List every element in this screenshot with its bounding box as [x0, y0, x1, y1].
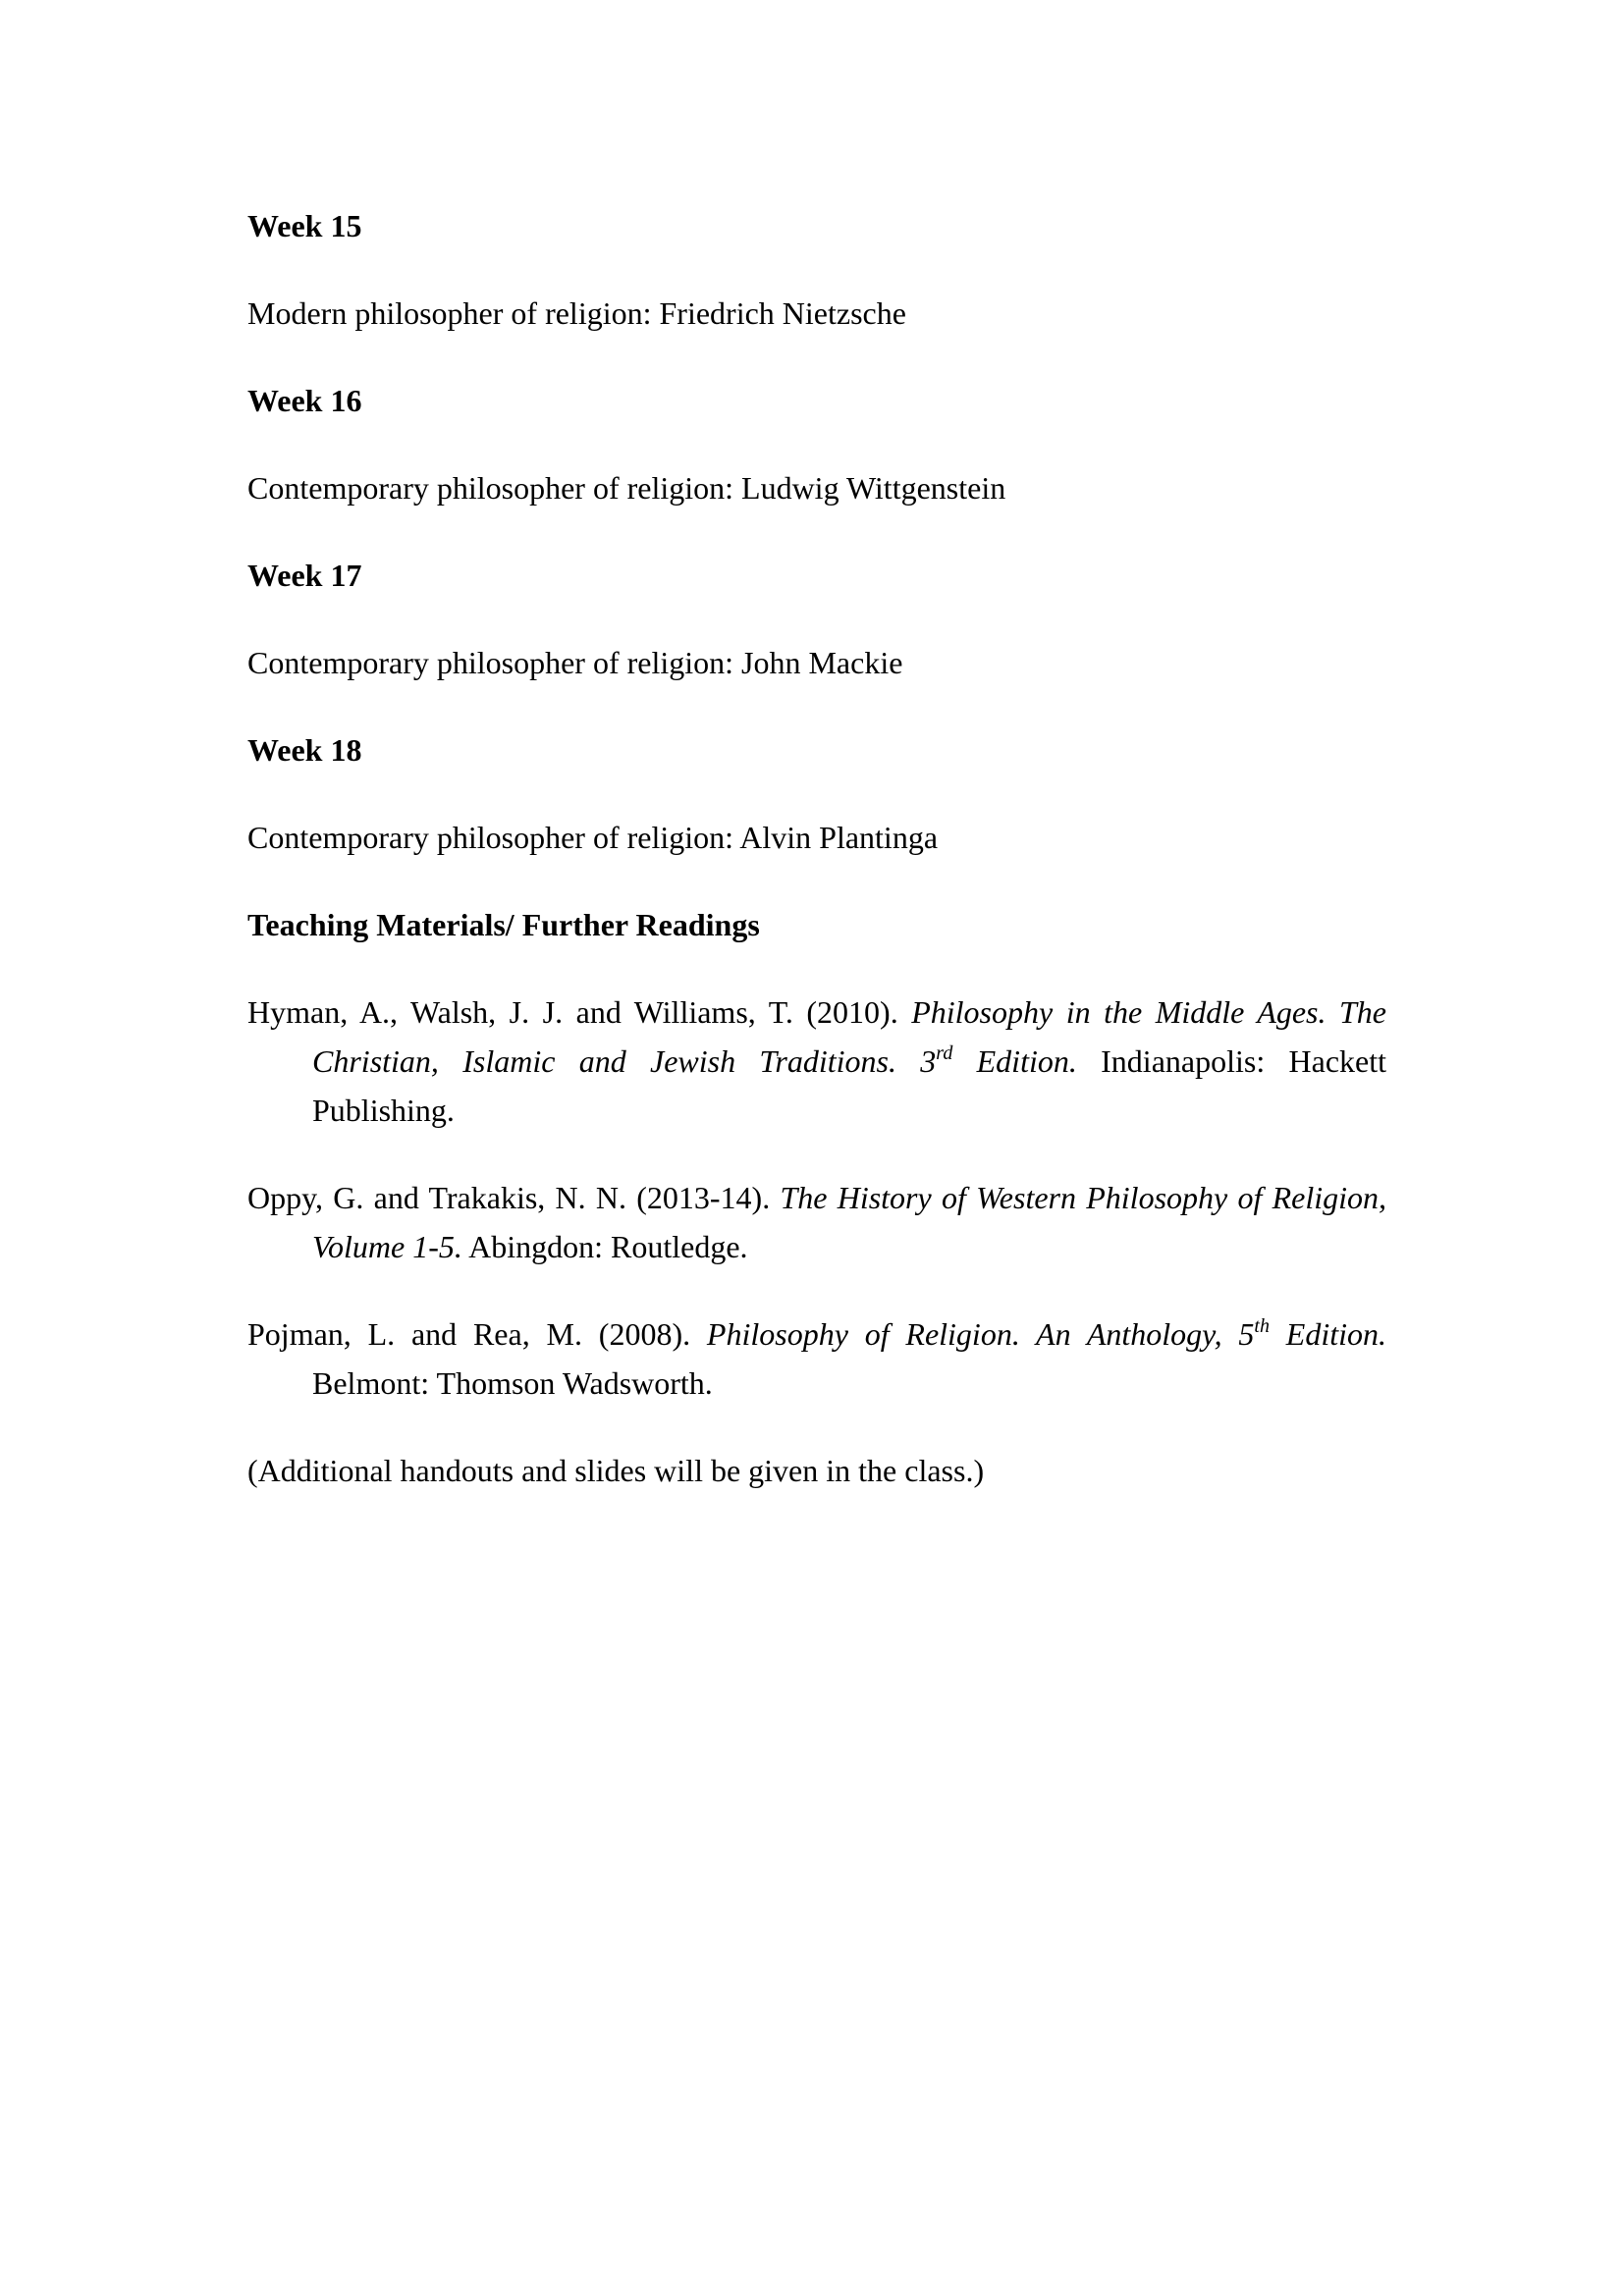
reference-authors: Pojman, L. and Rea, M. (2008). [247, 1316, 707, 1352]
reference-authors: Oppy, G. and Trakakis, N. N. (2013-14). [247, 1180, 781, 1215]
week-topic: Contemporary philosopher of religion: Alvin Plantinga [247, 820, 939, 855]
ordinal-suffix: th [1254, 1315, 1270, 1337]
week-topic: Modern philosopher of religion: Friedrich Nietzsche [247, 295, 906, 331]
week-topic: Contemporary philosopher of religion: Ludwig Wittgenstein [247, 470, 1006, 506]
reference-publisher: Indianapolis: Hackett Publishing. [312, 1043, 1387, 1128]
readings-heading: Teaching Materials/ Further Readings [247, 907, 760, 942]
reference-authors: Hyman, A., Walsh, J. J. and Williams, T. (2010). [247, 994, 912, 1030]
reference-title: The History of Western Philosophy of Religion, Volume 1-5. [312, 1180, 1387, 1264]
reference-publisher: Abingdon: Routledge. [461, 1229, 748, 1264]
reference-title: Philosophy in the Middle Ages. The Christian, Islamic and Jewish Traditions. 3rd Edition. [312, 994, 1387, 1079]
ordinal-suffix: rd [936, 1042, 953, 1064]
reference-entry [247, 1309, 1386, 1408]
class-note: (Additional handouts and slides will be given in the class.) [247, 1453, 985, 1488]
reference-entry [247, 988, 1386, 1135]
reference-publisher: Belmont: Thomson Wadsworth. [312, 1365, 713, 1401]
week-heading: Week 17 [247, 558, 362, 593]
week-heading: Week 15 [247, 208, 362, 243]
week-heading: Week 16 [247, 383, 362, 418]
week-topic: Contemporary philosopher of religion: John Mackie [247, 645, 903, 680]
page-content [247, 201, 1386, 1495]
week-heading: Week 18 [247, 732, 362, 768]
reference-entry [247, 1173, 1386, 1271]
reference-title: Philosophy of Religion. An Anthology, 5th Edition. [706, 1315, 1387, 1352]
